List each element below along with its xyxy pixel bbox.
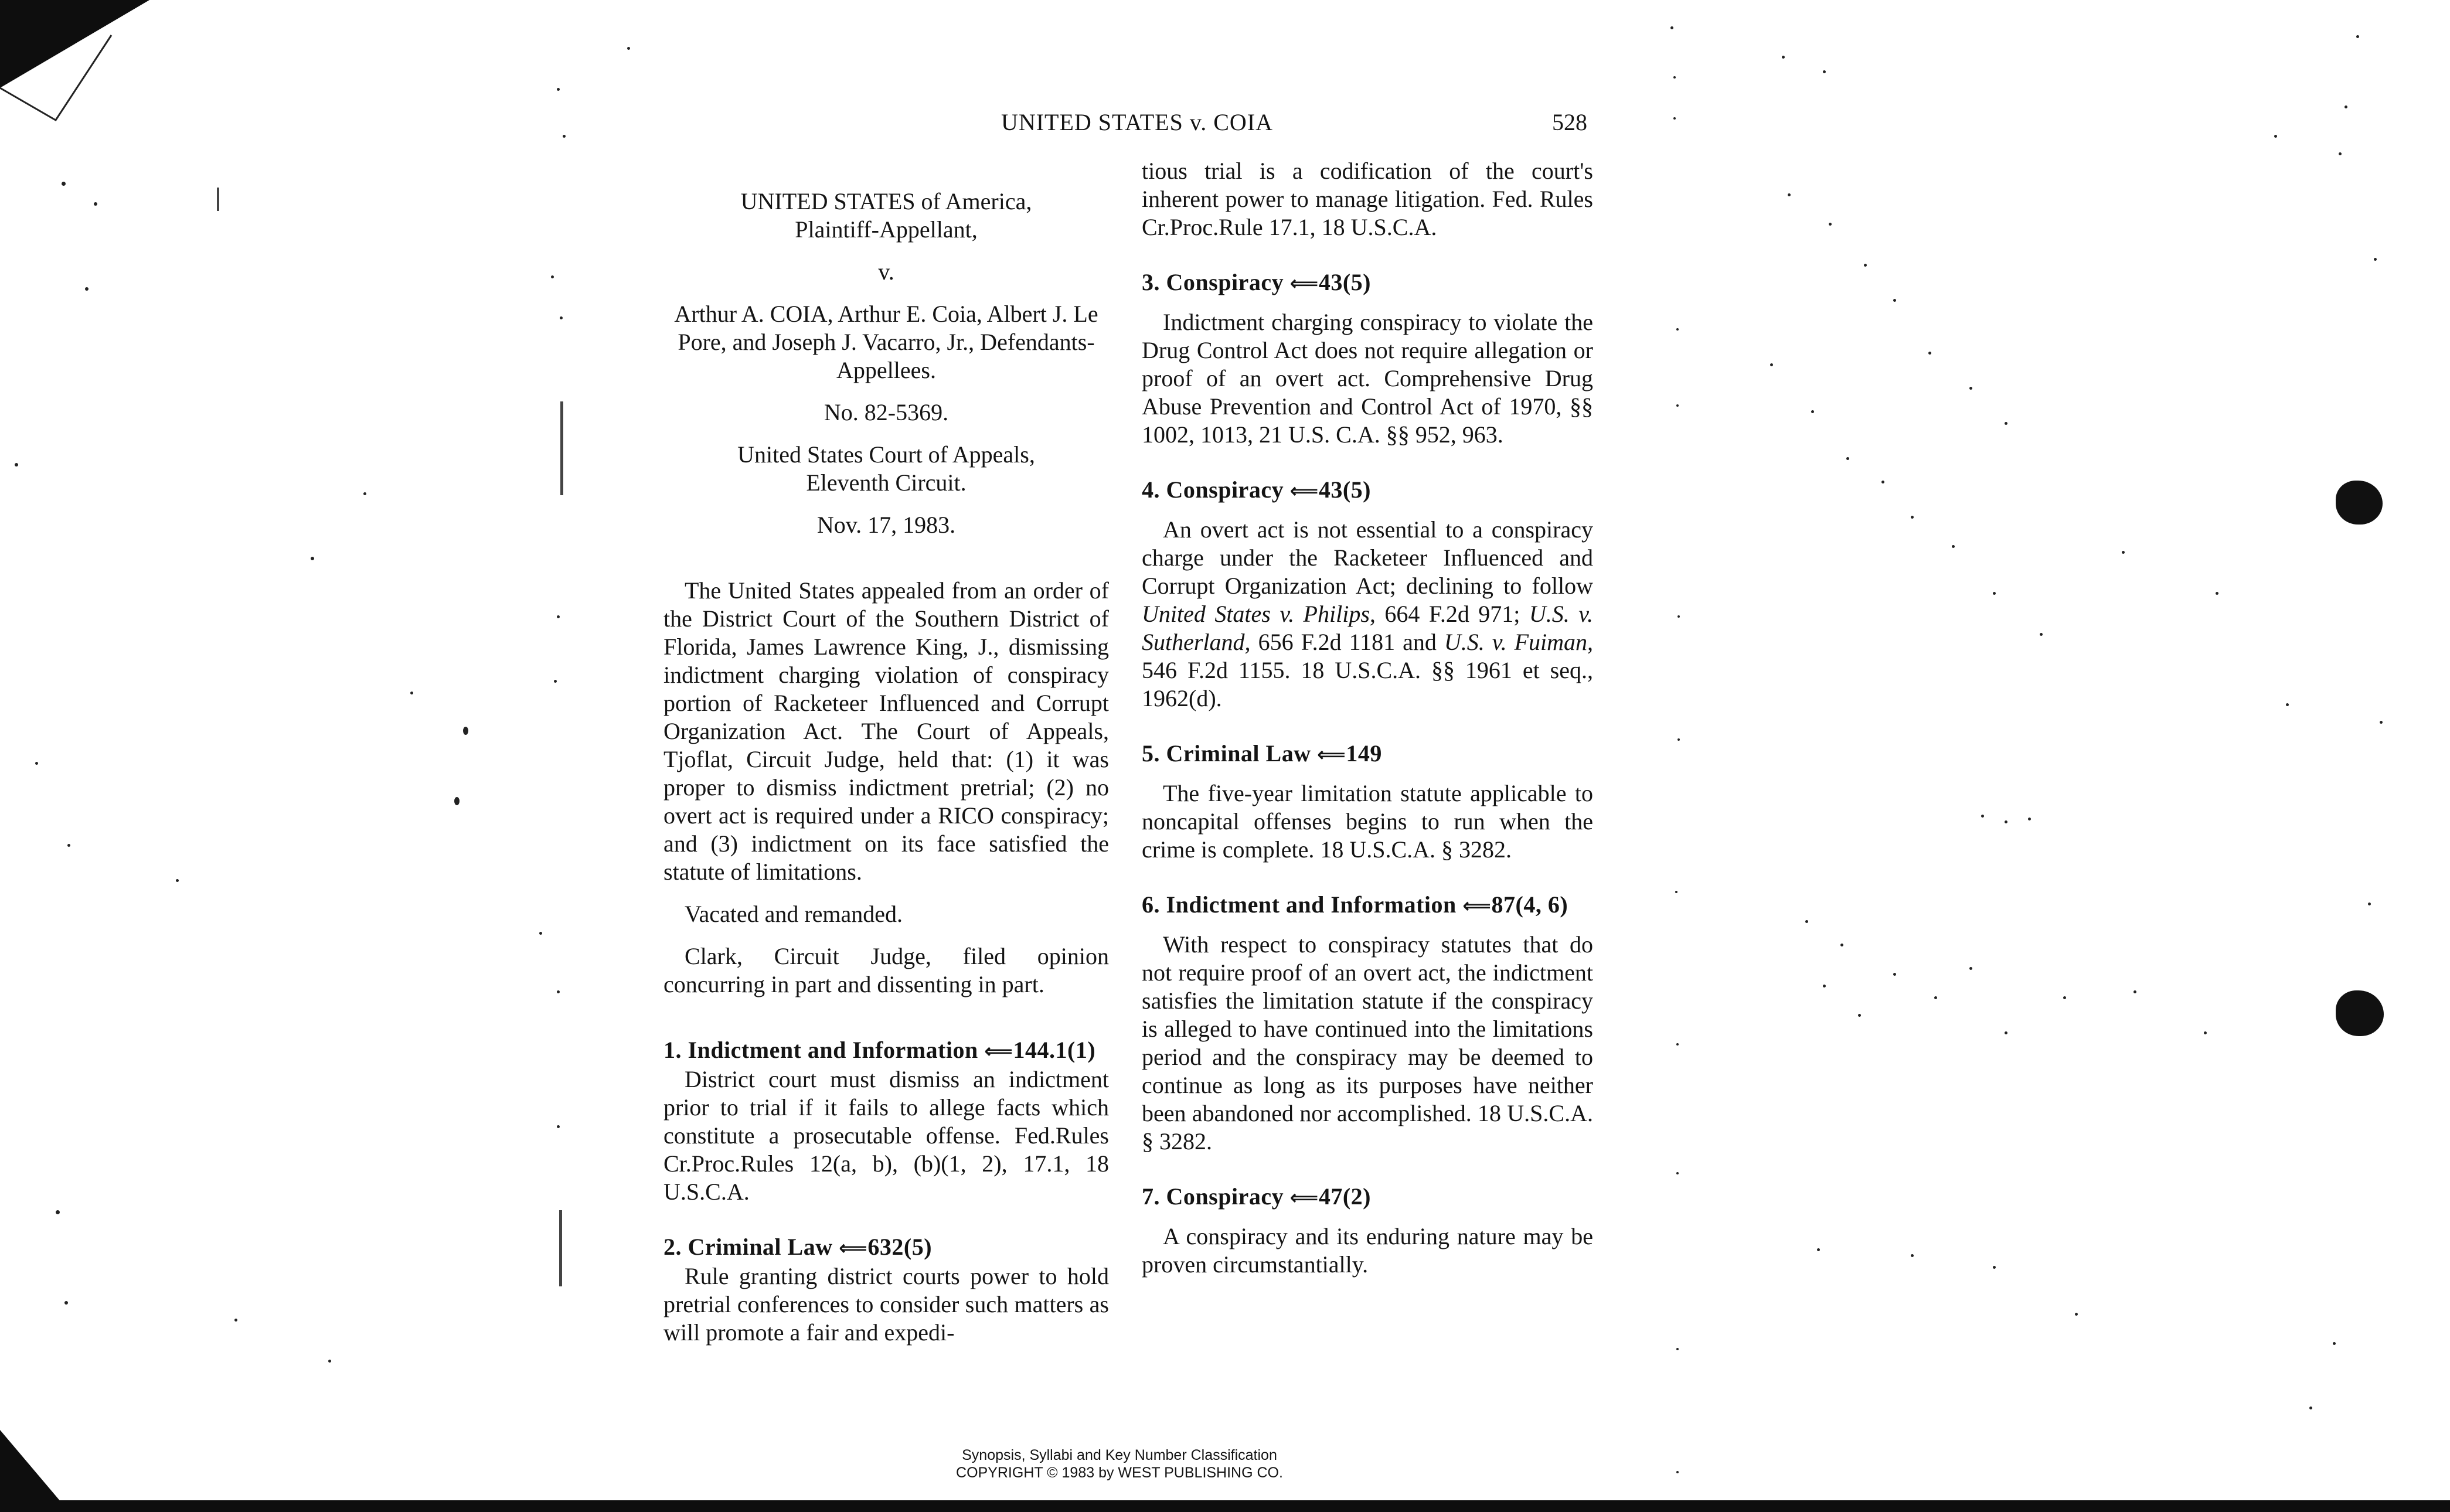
headnote-heading bbox=[1142, 1183, 1593, 1212]
plaintiff-role: Plaintiff-Appellant, bbox=[795, 216, 978, 243]
running-header bbox=[973, 108, 1588, 136]
headnote-heading bbox=[1142, 476, 1593, 505]
headnote-topic: 2. Criminal Law bbox=[663, 1234, 833, 1260]
headnote-heading bbox=[663, 1233, 1109, 1262]
key-number-icon: ⟸ bbox=[984, 1040, 1013, 1063]
key-number-icon: ⟸ bbox=[1289, 272, 1319, 295]
key-number-icon: ⟸ bbox=[1317, 743, 1346, 767]
key-number-icon: ⟸ bbox=[1289, 1186, 1319, 1210]
key-number-icon: ⟸ bbox=[1462, 894, 1492, 918]
headnote-topic: 5. Criminal Law bbox=[1142, 740, 1311, 767]
left-column bbox=[663, 188, 1109, 1347]
corner-shadow-bottom-left bbox=[0, 1418, 94, 1506]
key-number: 144.1(1) bbox=[1013, 1037, 1096, 1063]
headnote-continuation: tious trial is a codification of the court's inherent power to manage litigation. Fed. Rules Cr.Proc.Rule 17.1, 18 U.S.C.A. bbox=[1142, 158, 1593, 240]
binding-mark bbox=[560, 401, 563, 495]
binding-mark bbox=[559, 1210, 562, 1286]
headnote-text: District court must dismiss an indictment prior to trial if it fails to allege facts which constitute a prosecutable offense. Fed.Rules Cr.Proc.Rules 12(a, b), (b)(1, 2), 17.1, 18 U.S.C.A. bbox=[663, 1066, 1109, 1205]
footer-line-synopsis: Synopsis, Syllabi and Key Number Classification bbox=[962, 1447, 1277, 1463]
versus: v. bbox=[878, 258, 894, 285]
page-number: 528 bbox=[1552, 109, 1587, 135]
footer-line-copyright: COPYRIGHT © 1983 by WEST PUBLISHING CO. bbox=[956, 1465, 1283, 1481]
cited-case: U.S. v. Fuiman, bbox=[1444, 629, 1594, 655]
headnote-heading bbox=[1142, 268, 1593, 298]
court-name: United States Court of Appeals, Eleventh Circuit. bbox=[737, 441, 1035, 496]
binding-mark bbox=[217, 188, 219, 211]
separate-opinion-note: Clark, Circuit Judge, filed opinion concurring in part and dissenting in part. bbox=[663, 943, 1109, 997]
headnote-topic: 4. Conspiracy bbox=[1142, 476, 1284, 503]
folded-corner-shadow bbox=[0, 0, 176, 129]
key-number: 43(5) bbox=[1318, 476, 1371, 503]
decision-date: Nov. 17, 1983. bbox=[816, 512, 956, 538]
synopsis-paragraph: The United States appealed from an order of the District Court of the Southern District of Florida, James Lawrence King, J., dismissing indictment charging violation of conspiracy portion of Racketeer Influenced and Corrupt Organization Act. The Court of Appeals, Tjoflat, Circuit Judge, held that: (1) it was proper to dismiss indictment pretrial; (2) no overt act is required under a RICO conspiracy; and (3) indictment on its face satisfied the statute of limitations. bbox=[663, 577, 1109, 885]
punch-hole-mark bbox=[2336, 990, 2384, 1036]
docket-number: No. 82-5369. bbox=[824, 399, 949, 425]
headnote-topic: 6. Indictment and Information bbox=[1142, 891, 1457, 918]
headnote-topic: 3. Conspiracy bbox=[1142, 269, 1284, 295]
cited-case: U.S. v. Sutherland, bbox=[1142, 601, 1593, 655]
headnote-text: Rule granting district courts power to hold pretrial conferences to consider such matters as will promote a fair and expedi- bbox=[663, 1263, 1109, 1346]
headnote-text: Indictment charging conspiracy to violate the Drug Control Act does not require allegation or proof of an overt act. Comprehensive Drug Abuse Prevention and Control Act of 1970, §§ 1002, 1013, 21 U.S. C.A. §§ 952, 963. bbox=[1142, 309, 1593, 448]
cited-case: United States v. Philips, bbox=[1142, 601, 1376, 627]
headnote-heading bbox=[663, 1036, 1109, 1065]
headnote-topic: 1. Indictment and Information bbox=[663, 1037, 978, 1063]
headnote-heading bbox=[1142, 740, 1593, 769]
key-number: 149 bbox=[1346, 740, 1382, 767]
key-number-icon: ⟸ bbox=[1289, 479, 1319, 503]
plaintiff: UNITED STATES of America, bbox=[740, 188, 1032, 214]
key-number: 632(5) bbox=[867, 1234, 933, 1260]
key-number: 47(2) bbox=[1318, 1183, 1371, 1210]
key-number: 43(5) bbox=[1318, 269, 1371, 295]
headnote-topic: 7. Conspiracy bbox=[1142, 1183, 1284, 1210]
headnote-heading bbox=[1142, 891, 1593, 920]
key-number-icon: ⟸ bbox=[839, 1237, 868, 1260]
right-column bbox=[1142, 157, 1593, 1279]
case-caption bbox=[663, 188, 1109, 539]
headnote-text: A conspiracy and its enduring nature may be proven circumstantially. bbox=[1142, 1223, 1593, 1278]
defendants: Arthur A. COIA, Arthur E. Coia, Albert J. Le Pore, and Joseph J. Vacarro, Jr., Defendants-Appellees. bbox=[674, 301, 1098, 383]
headnote-text: The five-year limitation statute applicable to noncapital offenses begins to run when the crime is complete. 18 U.S.C.A. § 3282. bbox=[1142, 780, 1593, 863]
disposition: Vacated and remanded. bbox=[685, 901, 903, 927]
headnote-text: An overt act is not essential to a conspiracy charge under the Racketeer Influenced and Corrupt Organization Act; declining to follow United States v. Philips, 664 F.2d 971; U.S. v. Sutherland, 656 F.2d 1181 and U.S. v. Fuiman, 546 F.2d 1155. 18 U.S.C.A. §§ 1961 et seq., 1962(d). bbox=[1142, 516, 1594, 711]
punch-hole-mark bbox=[2336, 481, 2383, 525]
copyright-footer bbox=[914, 1446, 1325, 1482]
case-title-header: UNITED STATES v. COIA bbox=[1001, 109, 1274, 135]
key-number: 87(4, 6) bbox=[1491, 891, 1568, 918]
headnote-text: With respect to conspiracy statutes that do not require proof of an overt act, the indictment satisfies the limitation statute if the conspiracy is alleged to have continued into the limitations period and the conspiracy may be deemed to continue as long as its purposes have neither been abandoned nor accomplished. 18 U.S.C.A. § 3282. bbox=[1142, 931, 1593, 1155]
scan-border-bottom bbox=[0, 1500, 2450, 1512]
